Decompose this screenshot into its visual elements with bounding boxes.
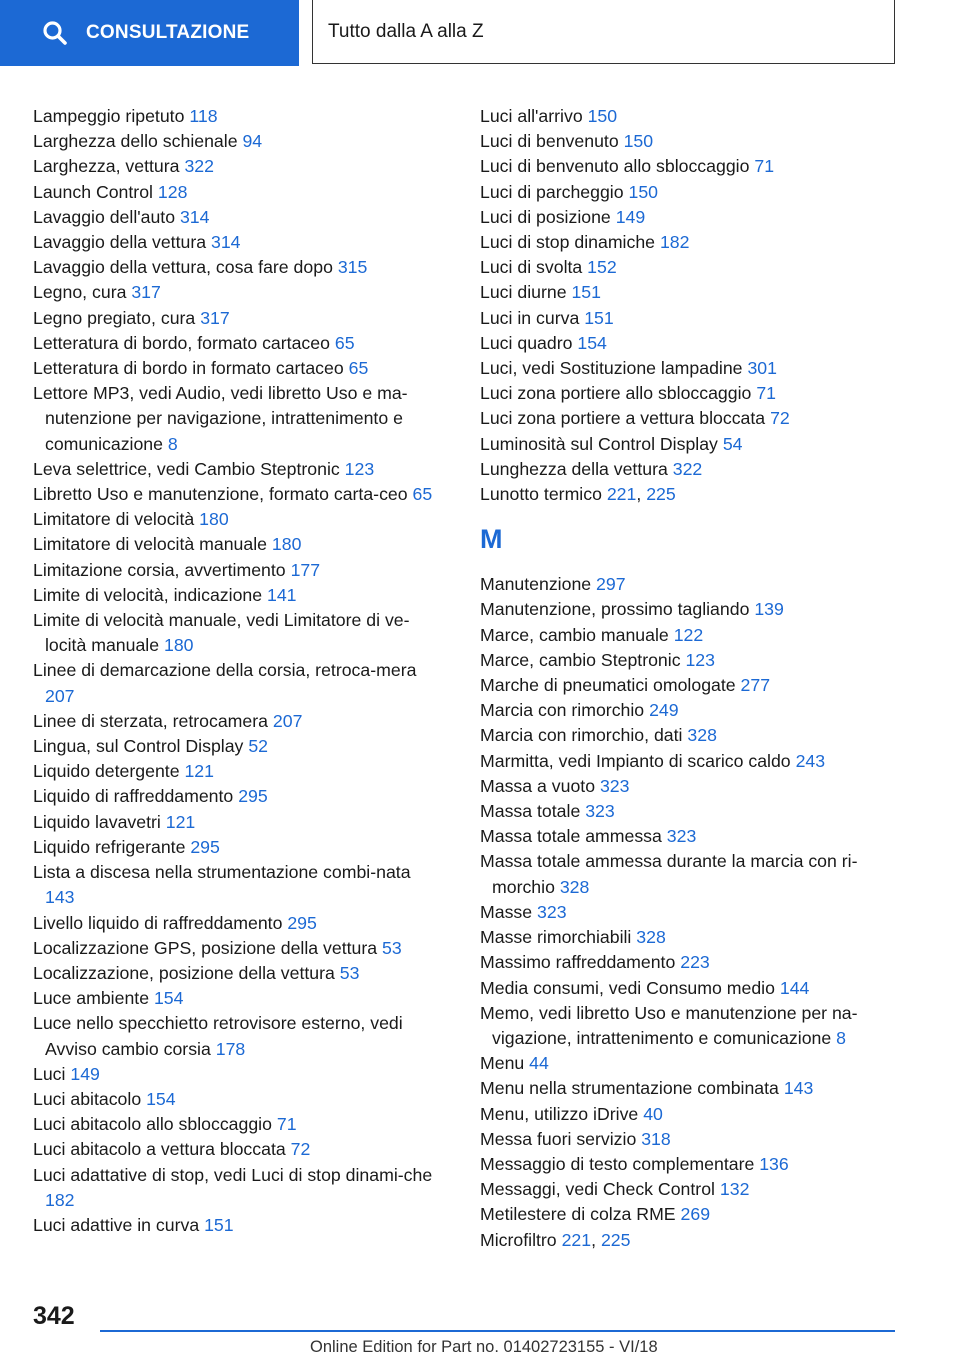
index-entry-text: Marmitta, vedi Impianto di scarico caldo: [480, 750, 791, 771]
page-ref-link[interactable]: 54: [722, 433, 743, 454]
page-ref-link[interactable]: 322: [672, 458, 703, 479]
index-entry-text: Marcia con rimorchio, dati: [480, 725, 683, 746]
index-entry: [33, 759, 443, 784]
index-entry: [33, 230, 443, 255]
page-ref-link[interactable]: 177: [290, 559, 321, 580]
page-ref-link[interactable]: 180: [271, 534, 302, 555]
page-ref-link[interactable]: 182: [45, 1189, 75, 1210]
page-ref-link[interactable]: 144: [779, 977, 810, 998]
page-ref-link[interactable]: 143: [45, 887, 75, 908]
index-entry-text: Marce, cambio manuale: [480, 624, 669, 645]
index-entry: [480, 280, 900, 305]
index-entry-text: Limite di velocità manuale, vedi Limitatore di ve‐locità manuale: [33, 610, 410, 656]
index-entry-text: Masse: [480, 901, 533, 922]
index-entry-text: Localizzazione, posizione della vettura: [33, 962, 335, 983]
page-ref-link[interactable]: 249: [649, 700, 679, 721]
index-column-right: [480, 104, 900, 1253]
index-entry: [480, 1001, 900, 1051]
index-entry-text: Larghezza dello schienale: [33, 131, 238, 152]
page-ref-link[interactable]: 149: [70, 1063, 100, 1084]
consultazione-tab[interactable]: [0, 0, 299, 66]
index-entry-text: Liquido refrigerante: [33, 836, 186, 857]
page-ref-link[interactable]: 277: [740, 675, 771, 696]
index-entry: [33, 1163, 443, 1213]
index-entry-text: Luci diurne: [480, 282, 567, 303]
index-entry: [33, 835, 443, 860]
page-ref-link[interactable]: 72: [290, 1139, 311, 1160]
page-ref-link[interactable]: 301: [747, 358, 777, 379]
index-entry-text: Livello liquido di raffreddamento: [33, 912, 283, 933]
index-entry: [480, 129, 900, 154]
page-ref-link[interactable]: 65: [348, 358, 369, 379]
index-entry-text: Messa fuori servizio: [480, 1128, 637, 1149]
page-ref-link[interactable]: 317: [131, 282, 161, 303]
page-ref-link[interactable]: 328: [559, 876, 590, 897]
page-ref-link[interactable]: 40: [643, 1103, 663, 1124]
page-ref-link[interactable]: 123: [685, 649, 715, 670]
index-entry: [480, 749, 900, 774]
index-entry: [480, 230, 900, 255]
consultazione-label: CONSULTAZIONE: [86, 22, 250, 43]
index-entry-text: Luminosità sul Control Display: [480, 433, 718, 454]
page-number: 342: [33, 1302, 75, 1330]
index-entry: [33, 1087, 443, 1112]
index-entry: [480, 925, 900, 950]
index-entry: [33, 583, 443, 608]
index-entry-text: Luci all'arrivo: [480, 106, 583, 126]
index-entry: [33, 911, 443, 936]
page-ref-link[interactable]: 150: [587, 106, 618, 126]
page-ref-link[interactable]: 295: [287, 912, 317, 933]
index-entry: [33, 558, 443, 583]
index-entry-text: Lista a discesa nella strumentazione combi‐nata: [33, 862, 411, 883]
index-entry-text: Legno, cura: [33, 282, 127, 303]
page-ref-link[interactable]: 323: [537, 901, 567, 922]
page-ref-link[interactable]: 143: [783, 1078, 814, 1099]
page-ref-link[interactable]: 318: [641, 1128, 671, 1149]
index-entry: [33, 205, 443, 230]
index-entry-text: Massa totale: [480, 801, 581, 822]
page-ref-link[interactable]: 323: [666, 826, 697, 847]
page-ref-link[interactable]: 65: [412, 484, 433, 505]
index-entry-text: Limitazione corsia, avvertimento: [33, 559, 286, 580]
index-entry: [33, 658, 443, 708]
page-ref-link[interactable]: 118: [189, 106, 218, 126]
index-entry: [33, 860, 443, 910]
index-entry: [33, 280, 443, 305]
page-ref-link[interactable]: 8: [836, 1027, 846, 1048]
index-entry-text: Launch Control: [33, 181, 153, 202]
page-ref-link[interactable]: 314: [211, 232, 241, 253]
page-ref-link[interactable]: 65: [334, 332, 355, 353]
index-entry: [33, 1062, 443, 1087]
index-entry: [33, 1011, 443, 1061]
index-entry: [480, 432, 900, 457]
index-entry-text: Lunghezza della vettura: [480, 458, 668, 479]
index-entry: [480, 1228, 900, 1253]
page-ref-link[interactable]: 123: [344, 458, 375, 479]
index-entry: [480, 673, 900, 698]
index-entry: [33, 507, 443, 532]
index-entry: [33, 1137, 443, 1162]
index-entry-text: Liquido di raffreddamento: [33, 786, 234, 807]
index-entry: [480, 457, 900, 482]
page-ref-link[interactable]: 154: [146, 1088, 176, 1109]
footer-edition-text: Online Edition for Part no. 01402723155 - VI/18: [310, 1338, 658, 1356]
index-entry-text: Massa a vuoto: [480, 775, 596, 796]
index-entry-text: Media consumi, vedi Consumo medio: [480, 977, 775, 998]
index-entry-text: Leva selettrice, vedi Cambio Steptronic: [33, 458, 340, 479]
index-entry-text: Larghezza, vettura: [33, 156, 180, 177]
index-entry-text: Lavaggio della vettura: [33, 232, 207, 253]
index-entry: [33, 709, 443, 734]
index-entry: [33, 734, 443, 759]
index-entry: [33, 810, 443, 835]
index-entry: [480, 482, 900, 507]
index-entry-text: Lunotto termico: [480, 484, 602, 505]
page-ref-link[interactable]: 225: [600, 1229, 631, 1250]
index-entry-text: Luci quadro: [480, 332, 573, 353]
page-ref-link[interactable]: 223: [680, 952, 710, 973]
page-ref-link[interactable]: 53: [339, 962, 360, 983]
index-entry-text: Limite di velocità, indicazione: [33, 584, 263, 605]
index-entry: [480, 255, 900, 280]
page-ref-link[interactable]: 71: [276, 1114, 297, 1135]
index-group-l: [480, 104, 900, 507]
index-entry-text: Liquido detergente: [33, 761, 180, 782]
page-ref-link[interactable]: 180: [163, 635, 194, 656]
index-entry: [480, 154, 900, 179]
page-ref-link[interactable]: 269: [680, 1204, 711, 1225]
page-ref-link[interactable]: 44: [529, 1053, 549, 1074]
index-entry: [33, 532, 443, 557]
page-ref-link[interactable]: 71: [756, 383, 776, 404]
section-letter-heading: M: [480, 524, 503, 555]
page-ref-link[interactable]: 151: [571, 282, 601, 303]
page-ref-link[interactable]: 295: [238, 786, 268, 807]
index-entry: [480, 180, 900, 205]
index-entry-text: Letteratura di bordo in formato cartaceo: [33, 358, 344, 379]
index-entry: [33, 306, 443, 331]
index-entry-text: Luci abitacolo a vettura bloccata: [33, 1139, 286, 1160]
index-group-m: [480, 572, 900, 1252]
index-entry: [33, 1213, 443, 1238]
index-entry-text: Luce ambiente: [33, 988, 150, 1009]
index-entry-text: Marcia con rimorchio: [480, 700, 645, 721]
index-entry: [480, 1127, 900, 1152]
index-entry-text: Luci adattive in curva: [33, 1214, 200, 1235]
index-entry-text: Libretto Uso e manutenzione, formato carta‐ceo: [33, 484, 408, 505]
page-ref-link[interactable]: 297: [596, 574, 626, 595]
section-title-tab: [312, 0, 895, 64]
index-entry-text: Lavaggio della vettura, cosa fare dopo: [33, 257, 333, 278]
page-ref-link[interactable]: 121: [165, 811, 196, 832]
index-entry-text: Luci: [33, 1063, 66, 1084]
index-entry: [480, 1177, 900, 1202]
index-entry-text: Menu nella strumentazione combinata: [480, 1078, 779, 1099]
index-entry-text: Massa totale ammessa durante la marcia con ri‐morchio: [480, 851, 858, 897]
page-ref-link[interactable]: 323: [585, 801, 615, 822]
page-ref-link[interactable]: 207: [272, 710, 303, 731]
index-entry-text: Lavaggio dell'auto: [33, 206, 176, 227]
page-ref-link[interactable]: 53: [382, 937, 402, 958]
page-ref-link[interactable]: 121: [184, 761, 214, 782]
index-entry-text: Lettore MP3, vedi Audio, vedi libretto Uso e ma‐nutenzione per navigazione, intrattenimento e comunicazione: [33, 383, 408, 454]
index-entry: [480, 950, 900, 975]
page-ref-link[interactable]: 295: [190, 836, 220, 857]
index-entry: [33, 482, 443, 507]
page-ref-link[interactable]: 154: [577, 332, 607, 353]
index-entry-text: Liquido lavavetri: [33, 811, 161, 832]
index-entry-text: Masse rimorchiabili: [480, 927, 632, 948]
index-entry-text: Luci zona portiere a vettura bloccata: [480, 408, 766, 429]
index-entry-text: Luce nello specchietto retrovisore esterno, vedi Avviso cambio corsia: [33, 1013, 403, 1059]
index-entry: [480, 104, 900, 129]
index-entry: [480, 356, 900, 381]
index-entry: [480, 648, 900, 673]
page-ref-link[interactable]: 151: [204, 1214, 234, 1235]
index-entry-text: Localizzazione GPS, posizione della vettura: [33, 937, 378, 958]
page-ref-link[interactable]: 225: [646, 484, 676, 505]
index-entry: [480, 623, 900, 648]
page-ref-link[interactable]: 154: [153, 988, 184, 1009]
page-ref-link[interactable]: 317: [200, 307, 230, 328]
index-entry-text: Luci di posizione: [480, 206, 611, 227]
index-entry-text: Luci abitacolo: [33, 1088, 142, 1109]
page-ref-link[interactable]: 136: [759, 1153, 789, 1174]
page-ref-link[interactable]: 315: [337, 257, 368, 278]
page-ref-link[interactable]: 71: [754, 156, 775, 177]
index-entry: [480, 1076, 900, 1101]
search-icon: [42, 20, 68, 46]
index-entry-text: Massimo raffreddamento: [480, 952, 676, 973]
page-ref-link[interactable]: 128: [157, 181, 188, 202]
index-entry: [480, 306, 900, 331]
page-ref-link[interactable]: 149: [615, 206, 646, 227]
index-entry: [480, 900, 900, 925]
index-entry: [480, 1152, 900, 1177]
index-entry-text: Menu, utilizzo iDrive: [480, 1103, 639, 1124]
index-entry-text: Luci di parcheggio: [480, 181, 624, 202]
index-entry: [33, 961, 443, 986]
ref-separator: ,: [591, 1229, 601, 1250]
page-ref-link[interactable]: 52: [248, 736, 269, 757]
index-entry-text: Marce, cambio Steptronic: [480, 649, 681, 670]
page-ref-link[interactable]: 151: [584, 307, 614, 328]
index-entry-text: Luci abitacolo allo sbloccaggio: [33, 1114, 272, 1135]
index-entry-text: Lampeggio ripetuto: [33, 106, 185, 126]
index-entry: [480, 1051, 900, 1076]
index-entry-text: Microfiltro: [480, 1229, 557, 1250]
index-entry-text: Luci, vedi Sostituzione lampadine: [480, 358, 743, 379]
page-ref-link[interactable]: 180: [199, 509, 229, 530]
index-entry-text: Linee di demarcazione della corsia, retroca‐mera: [33, 660, 417, 681]
section-title: Tutto dalla A alla Z: [328, 20, 484, 42]
index-entry-text: Memo, vedi libretto Uso e manutenzione per na‐vigazione, intrattenimento e comunicazione: [480, 1002, 858, 1048]
index-entry: [33, 936, 443, 961]
page-ref-link[interactable]: 328: [636, 927, 666, 948]
index-entry-text: Linee di sterzata, retrocamera: [33, 710, 268, 731]
index-entry: [480, 774, 900, 799]
index-entry-text: Luci in curva: [480, 307, 580, 328]
index-entry: [480, 849, 900, 899]
index-entry: [33, 129, 443, 154]
index-entry: [480, 572, 900, 597]
page-ref-link[interactable]: 72: [770, 408, 790, 429]
index-entry: [33, 608, 443, 658]
index-entry-text: Limitatore di velocità: [33, 509, 195, 530]
index-entry-text: Limitatore di velocità manuale: [33, 534, 267, 555]
page-ref-link[interactable]: 221: [561, 1229, 592, 1250]
index-column-left: [33, 104, 443, 1238]
index-entry-text: Legno pregiato, cura: [33, 307, 196, 328]
index-entry-text: Luci di benvenuto: [480, 131, 619, 152]
page-ref-link[interactable]: 150: [623, 131, 654, 152]
index-entry-text: Manutenzione, prossimo tagliando: [480, 599, 750, 620]
index-entry: [33, 104, 443, 129]
index-entry-text: Luci zona portiere allo sbloccaggio: [480, 383, 752, 404]
ref-separator: ,: [636, 484, 647, 505]
index-entry: [480, 698, 900, 723]
index-entry-text: Luci adattative di stop, vedi Luci di stop dinami‐che: [33, 1164, 433, 1185]
page-ref-link[interactable]: 122: [673, 624, 704, 645]
page-ref-link[interactable]: 323: [599, 775, 630, 796]
index-entry-text: Menu: [480, 1053, 525, 1074]
index-entry-text: Luci di svolta: [480, 257, 583, 278]
page-ref-link[interactable]: 132: [719, 1179, 750, 1200]
index-entry: [480, 976, 900, 1001]
index-entry-text: Lingua, sul Control Display: [33, 736, 244, 757]
index-entry-text: Metilestere di colza RME: [480, 1204, 676, 1225]
index-entry: [33, 180, 443, 205]
index-entry: [480, 381, 900, 406]
index-entry: [480, 723, 900, 748]
page-ref-link[interactable]: 207: [45, 685, 75, 706]
page-ref-link[interactable]: 182: [659, 232, 690, 253]
page-ref-link[interactable]: 150: [628, 181, 659, 202]
page-ref-link[interactable]: 94: [242, 131, 263, 152]
index-entry-text: Luci di stop dinamiche: [480, 232, 656, 253]
page-ref-link[interactable]: 8: [167, 433, 178, 454]
index-entry: [480, 597, 900, 622]
index-entry: [480, 205, 900, 230]
page-ref-link[interactable]: 221: [606, 484, 637, 505]
index-entry: [33, 457, 443, 482]
index-entry-text: Messaggio di testo complementare: [480, 1153, 755, 1174]
index-entry: [33, 356, 443, 381]
index-entry: [480, 799, 900, 824]
index-entry: [480, 406, 900, 431]
page-ref-link[interactable]: 139: [754, 599, 784, 620]
index-entry: [33, 784, 443, 809]
index-entry: [480, 331, 900, 356]
page-ref-link[interactable]: 141: [267, 584, 297, 605]
index-entry-text: Luci di benvenuto allo sbloccaggio: [480, 156, 750, 177]
index-entry: [33, 154, 443, 179]
index-entry: [33, 255, 443, 280]
index-entry: [33, 381, 443, 457]
index-entry: [33, 986, 443, 1011]
index-entry-text: Manutenzione: [480, 574, 592, 595]
index-entry: [480, 1102, 900, 1127]
page-ref-link[interactable]: 328: [687, 725, 717, 746]
index-entry-text: Marche di pneumatici omologate: [480, 675, 736, 696]
index-entry-text: Massa totale ammessa: [480, 826, 662, 847]
index-entry: [33, 331, 443, 356]
index-entry-text: Letteratura di bordo, formato cartaceo: [33, 332, 330, 353]
footer-divider: [100, 1330, 895, 1332]
page-ref-link[interactable]: 152: [587, 257, 617, 278]
index-entry: [480, 824, 900, 849]
page-ref-link[interactable]: 243: [795, 750, 826, 771]
header: [0, 0, 960, 66]
index-entry: [33, 1112, 443, 1137]
index-entry-text: Messaggi, vedi Check Control: [480, 1179, 715, 1200]
page-ref-link[interactable]: 178: [215, 1038, 246, 1059]
page-ref-link[interactable]: 322: [184, 156, 214, 177]
letter-gap: [480, 559, 900, 572]
page-ref-link[interactable]: 314: [179, 206, 210, 227]
index-entry: [480, 1202, 900, 1227]
